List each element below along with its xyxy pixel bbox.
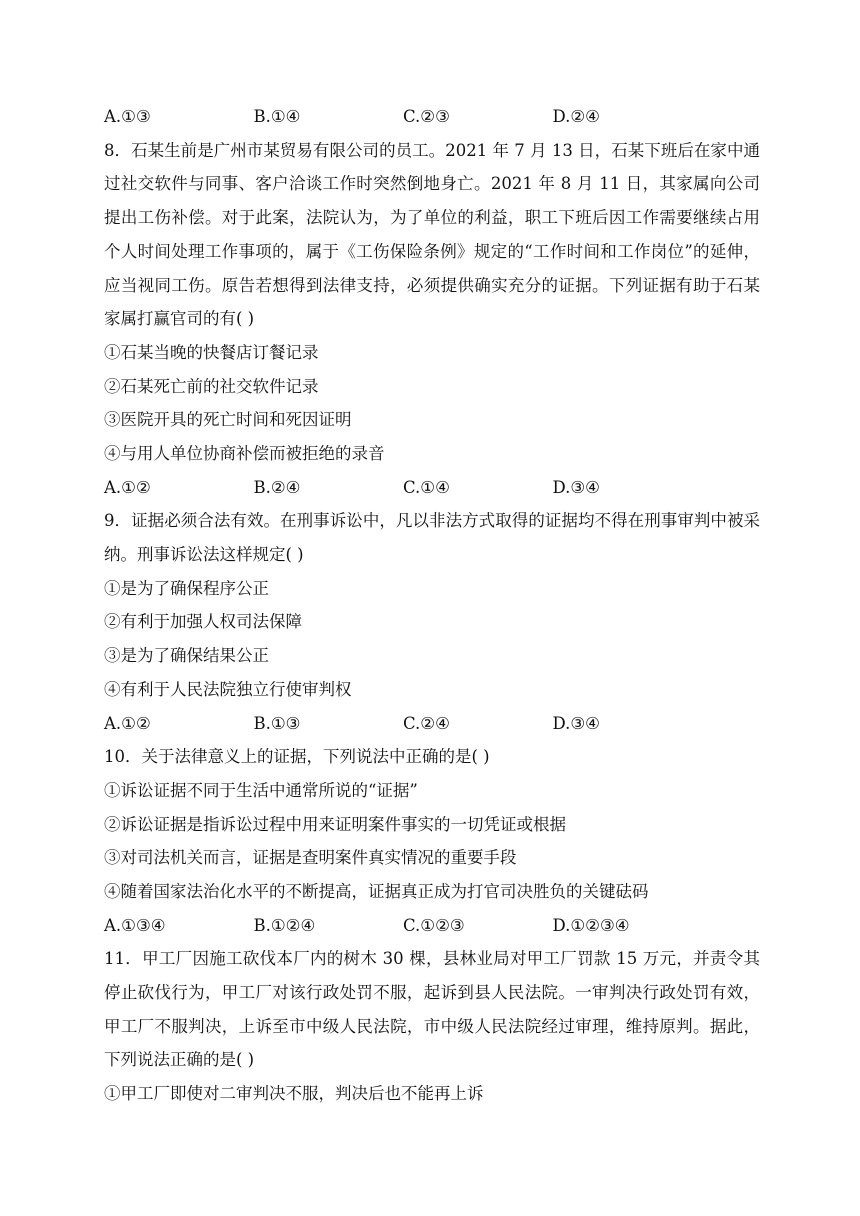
statement-2: ②有利于加强人权司法保障 bbox=[104, 612, 302, 632]
option-d[interactable]: D.②④ bbox=[552, 107, 600, 126]
option-d[interactable]: D.③④ bbox=[552, 713, 600, 733]
statement-3: ③是为了确保结果公正 bbox=[104, 646, 269, 666]
option-b[interactable]: B.①③ bbox=[253, 713, 301, 733]
statement-1: ①石某当晚的快餐店订餐记录 bbox=[104, 342, 319, 362]
question-9-options bbox=[104, 707, 760, 741]
option-c[interactable]: C.①②③ bbox=[403, 915, 465, 935]
question-9-stem: 9．证据必须合法有效。在刑事诉讼中，凡以非法方式取得的证据均不得在刑事审判中被采纳。刑事诉讼法这样规定( ) bbox=[104, 511, 760, 565]
option-c[interactable]: C.②③ bbox=[403, 107, 450, 126]
statement-4: ④与用人单位协商补偿而被拒绝的录音 bbox=[104, 443, 385, 463]
statement-3: ③对司法机关而言，证据是查明案件真实情况的重要手段 bbox=[104, 848, 517, 868]
question-7-options bbox=[104, 100, 760, 134]
statement-1: ①是为了确保程序公正 bbox=[104, 578, 269, 598]
statement-2: ②石某死亡前的社交软件记录 bbox=[104, 376, 319, 396]
statement-1: ①甲工厂即使对二审判决不服，判决后也不能再上诉 bbox=[104, 1084, 484, 1104]
question-8-stem: 8．石某生前是广州市某贸易有限公司的员工。2021 年 7 月 13 日，石某下班后在家中通过社交软件与同事、客户洽谈工作时突然倒地身亡。2021 年 8 月 11 日，其家属向公司提出工伤补偿。对于此案，法院认为，为了单位的利益，职工下班后因工作需要继续占用个人时间处理工作事项的，属于《工伤保险条例》规定的“工作时间和工作岗位”的延伸，应当视同工伤。原告若想得到法律支持，必须提供确实充分的证据。下列证据有助于石某家属打赢官司的有( ) bbox=[104, 140, 760, 329]
option-d[interactable]: D.③④ bbox=[552, 477, 600, 497]
exam-page bbox=[104, 100, 760, 1111]
statement-1: ①诉讼证据不同于生活中通常所说的“证据” bbox=[104, 780, 418, 800]
statement-2: ②诉讼证据是指诉讼过程中用来证明案件事实的一切凭证或根据 bbox=[104, 814, 566, 834]
question-8-options bbox=[104, 471, 760, 505]
option-a[interactable]: A.①② bbox=[104, 477, 151, 497]
statement-4: ④随着国家法治化水平的不断提高，证据真正成为打官司决胜负的关键砝码 bbox=[104, 881, 649, 901]
statement-3: ③医院开具的死亡时间和死因证明 bbox=[104, 410, 352, 430]
option-b[interactable]: B.①②④ bbox=[253, 915, 316, 935]
option-b[interactable]: B.①④ bbox=[253, 107, 301, 126]
option-b[interactable]: B.②④ bbox=[253, 477, 301, 497]
question-10-stem: 10．关于法律意义上的证据，下列说法中正确的是( ) bbox=[104, 747, 490, 767]
option-a[interactable]: A.①② bbox=[104, 713, 151, 733]
option-c[interactable]: C.①④ bbox=[403, 477, 450, 497]
option-d[interactable]: D.①②③④ bbox=[552, 915, 630, 935]
option-a[interactable]: A.①③ bbox=[104, 107, 151, 126]
option-a[interactable]: A.①③④ bbox=[104, 915, 166, 935]
question-11-stem: 11．甲工厂因施工砍伐本厂内的树木 30 棵，县林业局对甲工厂罚款 15 万元，并责令其停止砍伐行为，甲工厂对该行政处罚不服，起诉到县人民法院。一审判决行政处罚有效，甲工厂不服判决，上诉至市中级人民法院，市中级人民法院经过审理，维持原判。据此，下列说法正确的是( ) bbox=[104, 949, 760, 1070]
question-10-options bbox=[104, 909, 760, 943]
statement-4: ④有利于人民法院独立行使审判权 bbox=[104, 679, 352, 699]
option-c[interactable]: C.②④ bbox=[403, 713, 450, 733]
